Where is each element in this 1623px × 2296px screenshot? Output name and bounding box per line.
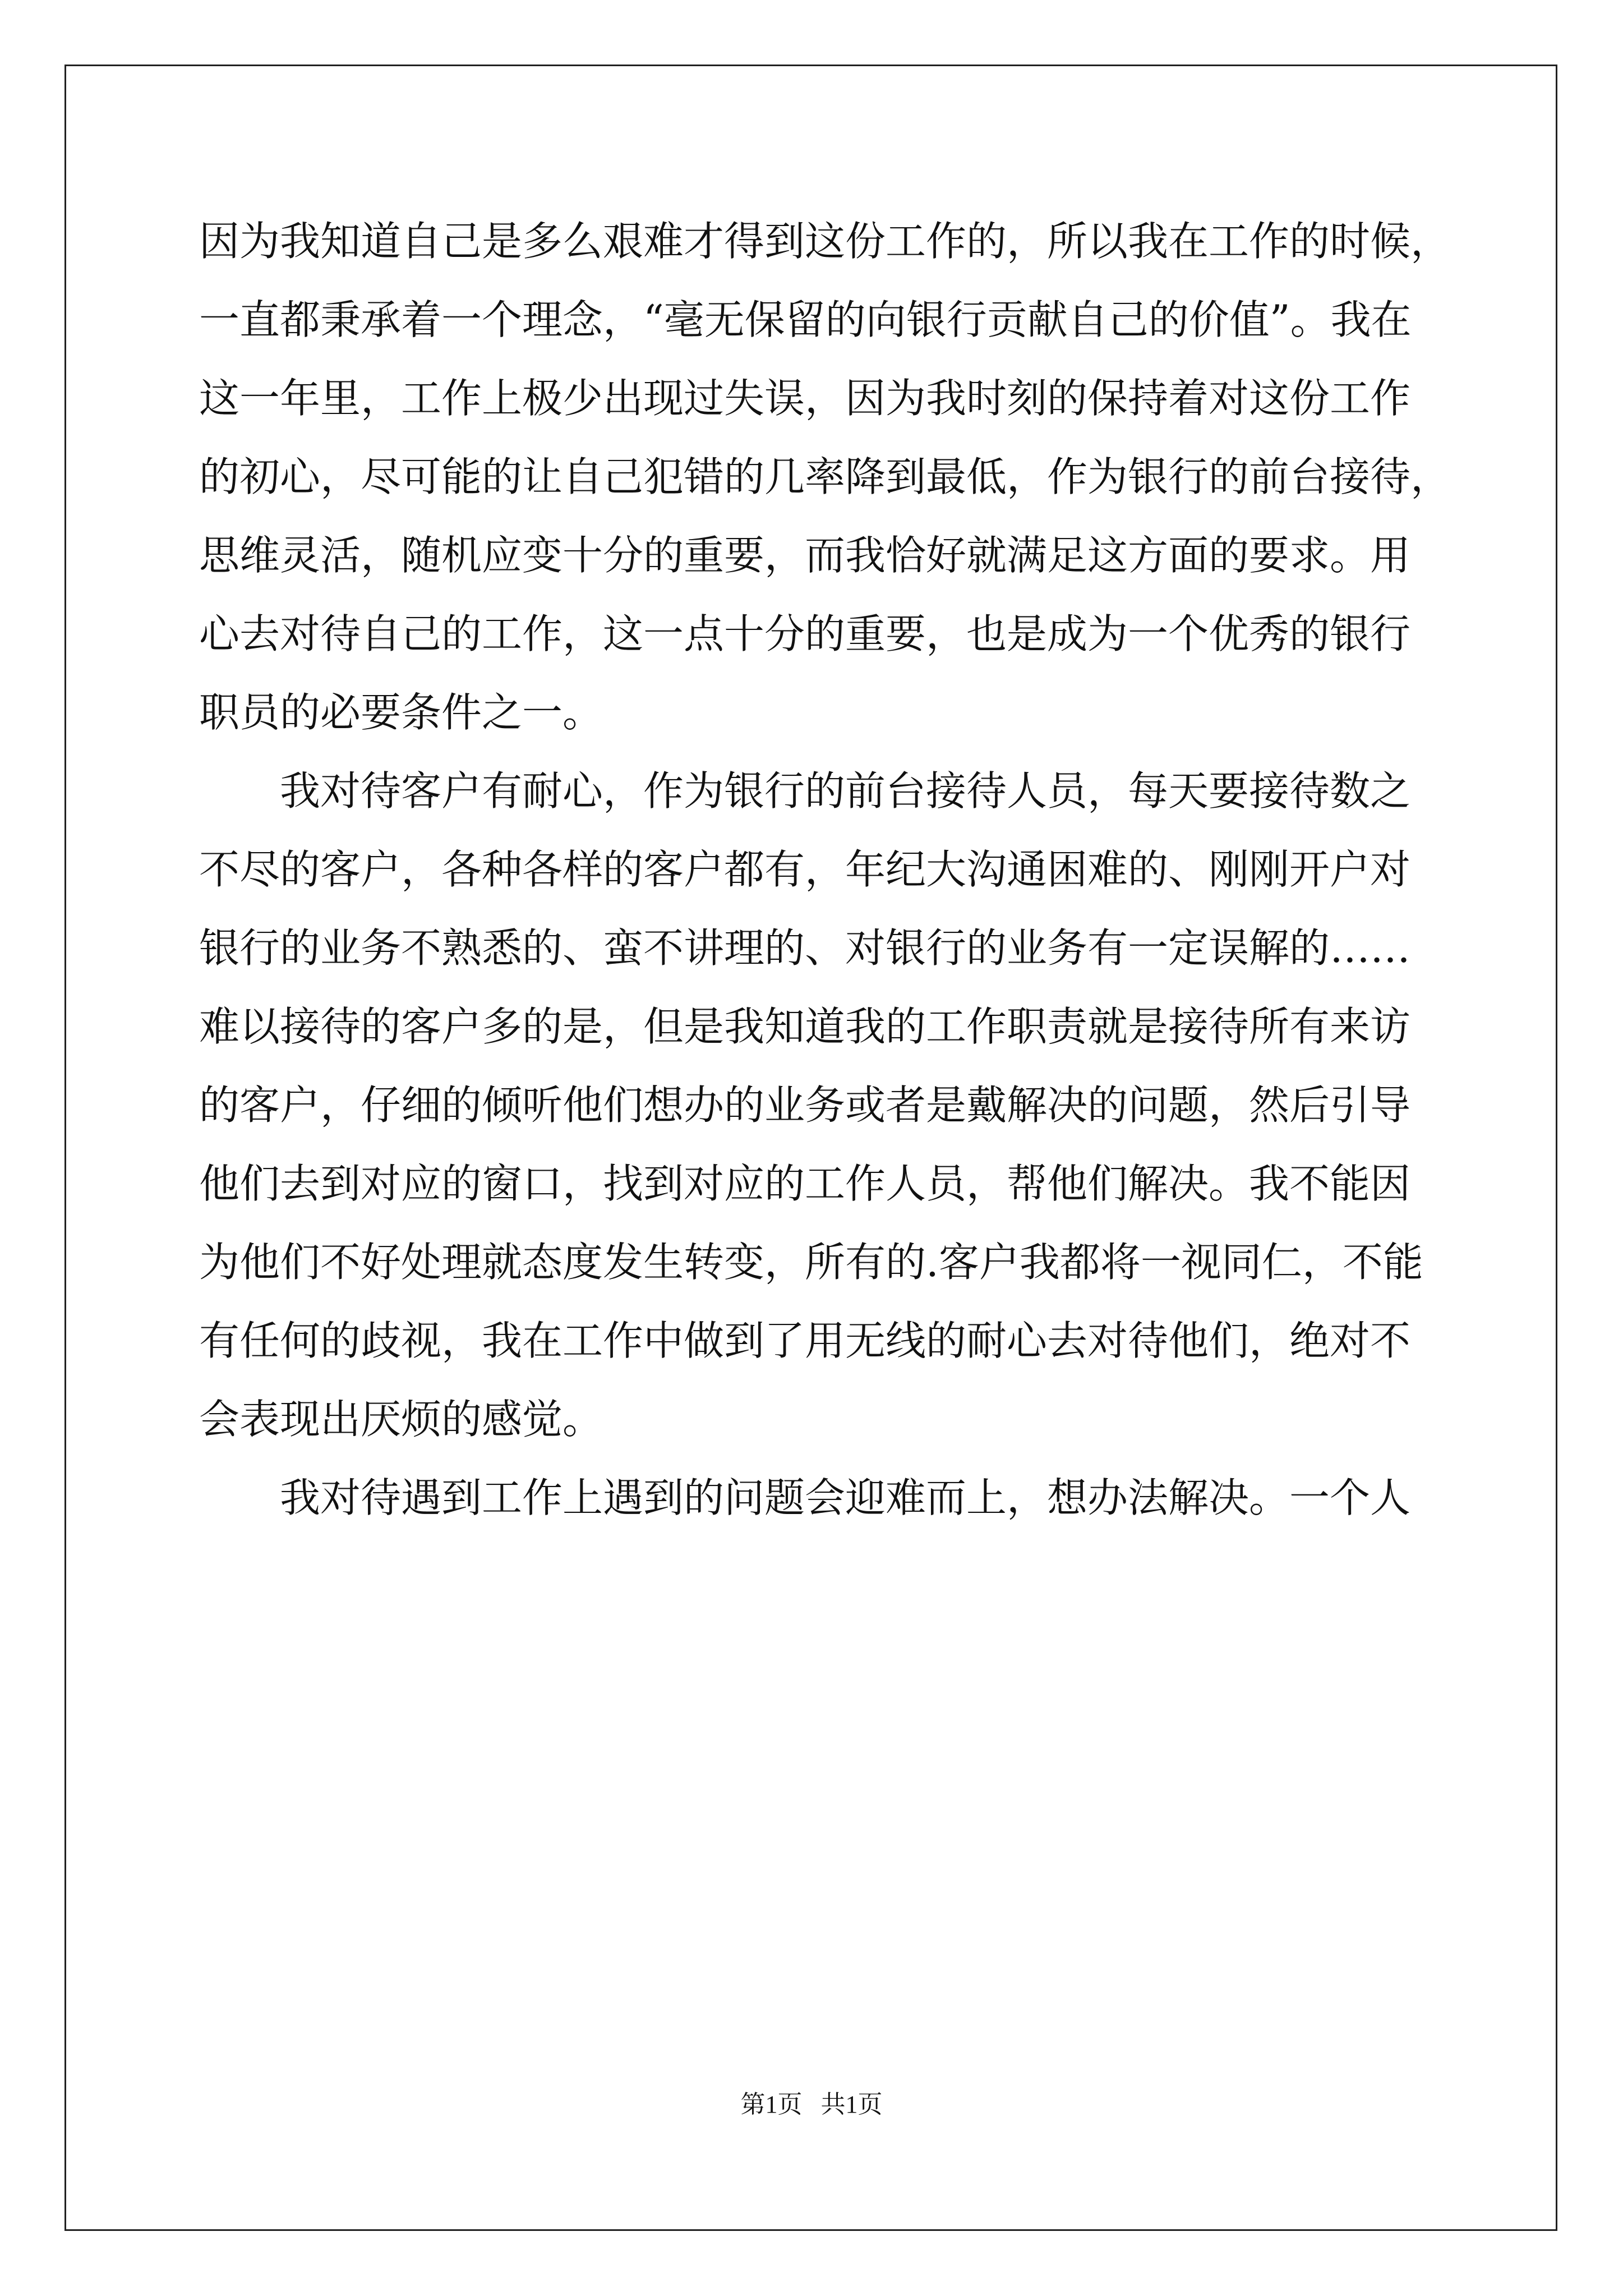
paragraph-first-line: 我对待客户有耐心，作为银行的前台接待人员，每天要接待数之: [280, 767, 1411, 815]
text-line: 因为我知道自己是多么艰难才得到这份工作的，所以我在工作的时候，: [199, 218, 1451, 265]
text-line: 有任何的歧视，我在工作中做到了用无线的耐心去对待他们，绝对不: [199, 1317, 1411, 1364]
text-line: 银行的业务不熟悉的、蛮不讲理的、对银行的业务有一定误解的……: [199, 924, 1411, 972]
text-line: 心去对待自己的工作，这一点十分的重要，也是成为一个优秀的银行: [199, 610, 1411, 657]
text-line: 思维灵活，随机应变十分的重要，而我恰好就满足这方面的要求。用: [199, 532, 1411, 579]
text-line: 不尽的客户，各种各样的客户都有，年纪大沟通困难的、刚刚开户对: [199, 846, 1411, 893]
text-line: 会表现出厌烦的感觉。: [199, 1396, 603, 1443]
text-line: 职员的必要条件之一。: [199, 689, 603, 736]
text-line: 他们去到对应的窗口，找到对应的工作人员，帮他们解决。我不能因: [199, 1160, 1411, 1207]
text-line: 的初心，尽可能的让自己犯错的几率降到最低，作为银行的前台接待，: [199, 453, 1451, 500]
paragraph-first-line: 我对待遇到工作上遇到的问题会迎难而上，想办法解决。一个人: [280, 1474, 1411, 1521]
text-line: 这一年里，工作上极少出现过失误，因为我时刻的保持着对这份工作: [199, 375, 1411, 422]
text-line: 难以接待的客户多的是，但是我知道我的工作职责就是接待所有来访: [199, 1003, 1411, 1050]
page-footer: 第1页 共1页: [740, 2091, 883, 2118]
text-line: 为他们不好处理就态度发生转变，所有的.客户我都将一视同仁，不能: [199, 1239, 1423, 1286]
text-line: 的客户，仔细的倾听他们想办的业务或者是戴解决的问题，然后引导: [199, 1082, 1411, 1129]
text-line: 一直都秉承着一个理念，“毫无保留的向银行贡献自己的价值”。我在: [199, 296, 1412, 343]
